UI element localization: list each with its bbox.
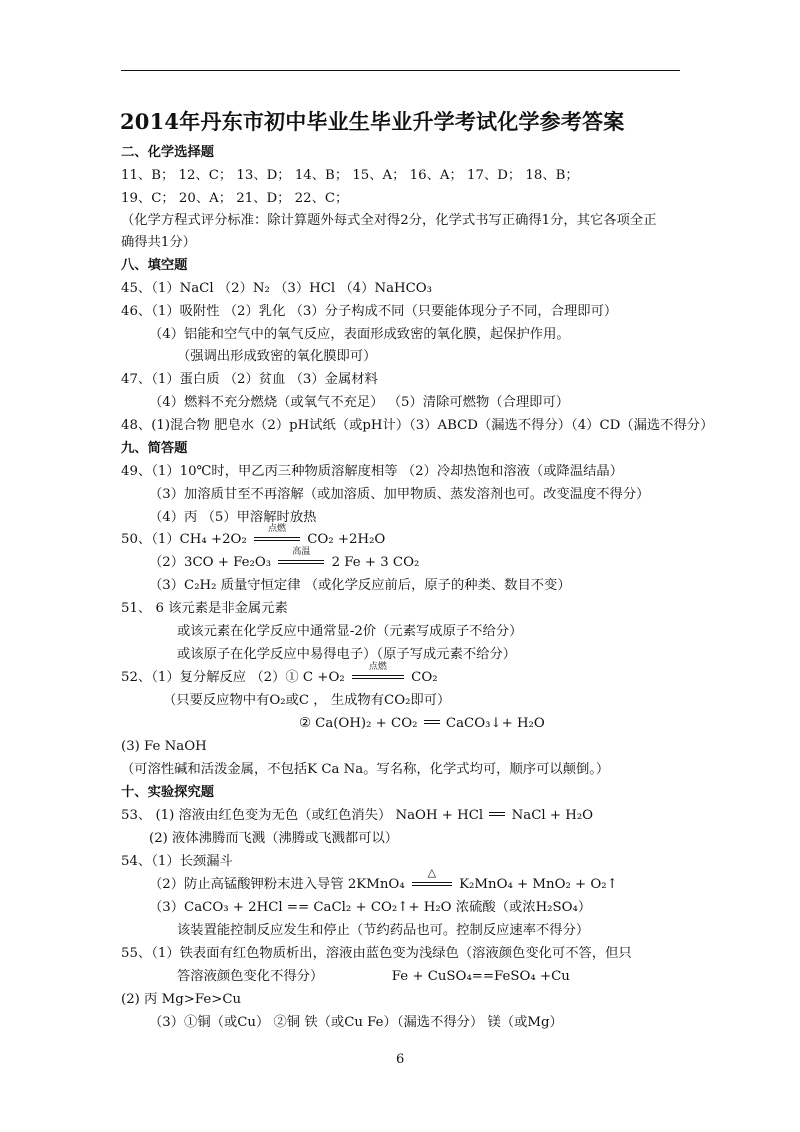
answer-line: 或该元素在化学反应中通常显-2价（元素写成原子不给分）	[177, 624, 523, 639]
equation-left: （2）3CO + Fe₂O₃	[149, 555, 272, 570]
equation-right: 2 Fe + 3 CO₂	[331, 555, 420, 570]
answer-line: 45、（1）NaCl （2）N₂ （3）HCl （4）NaHCO₃	[121, 281, 433, 296]
answer-line: 11、B； 12、C； 13、D； 14、B； 15、A； 16、A； 17、D； 18、B；	[121, 168, 579, 183]
scoring-note: 确得共1分）	[121, 235, 196, 250]
equation-line	[177, 969, 570, 985]
equation-line	[121, 524, 386, 548]
section-heading-choice: 二、化学选择题	[121, 145, 215, 160]
answer-line: （可溶性碱和活泼金属，不包括K Ca Na。写名称，化学式均可，顺序可以颠倒。）	[121, 762, 610, 777]
answer-line: （3）加溶质甘至不再溶解（或加溶质、加甲物质、蒸发溶剂也可。改变温度不得分）	[149, 487, 650, 502]
answer-line: （4）燃料不充分燃烧（或氧气不充足） （5）清除可燃物（合理即可）	[149, 395, 570, 410]
equals-sign	[487, 808, 507, 820]
equation-left: 53、 (1) 溶液由红色变为无色（或红色消失） NaOH + HCl	[121, 808, 484, 823]
answer-line: （只要反应物中有O₂或C ， 生成物有CO₂即可）	[163, 693, 451, 708]
section-heading-fill: 八、填空题	[121, 258, 188, 273]
condition-ignite: 点燃	[254, 532, 300, 546]
equation-right: K₂MnO₄ + MnO₂ + O₂↑	[459, 877, 618, 892]
equation-left: 50、（1）CH₄ +2O₂	[121, 532, 247, 547]
answer-line: （3）①铜（或Cu） ②铜 铁（或Cu Fe）（漏选不得分） 镁（或Mg）	[149, 1015, 563, 1030]
equation-left: 52、（1）复分解反应 （2）① C +O₂	[121, 670, 345, 685]
condition-ignite: 点燃	[352, 670, 404, 684]
equation-right: NaCl + H₂O	[511, 808, 594, 823]
equation-line	[149, 547, 420, 571]
answer-line: 46、（1）吸附性 （2）乳化 （3）分子构成不同（只要能体现分子不同，合理即可）	[121, 304, 618, 319]
answer-line: 54、（1）长颈漏斗	[121, 854, 233, 869]
equation-line	[121, 808, 593, 824]
scoring-note: （化学方程式评分标准：除计算题外每式全对得2分，化学式书写正确得1分，其它各项全正	[121, 213, 657, 228]
equation-line	[299, 716, 545, 732]
equation-right: CO₂ +2H₂O	[307, 532, 386, 547]
answer-line: (2) 液体沸腾而飞溅（沸腾或飞溅都可以）	[149, 831, 399, 846]
condition-high-temp: 高温	[278, 555, 324, 569]
answer-line: 47、（1）蛋白质 （2）贫血 （3）金属材料	[121, 372, 378, 387]
answer-line: （4）丙 （5）甲溶解时放热	[149, 510, 317, 525]
equation-right: Fe + CuSO₄==FeSO₄ +Cu	[391, 969, 570, 984]
top-rule	[121, 70, 680, 71]
equation-line	[121, 662, 438, 686]
answer-line: 55、（1）铁表面有红色物质析出，溶液由蓝色变为浅绿色（溶液颜色变化可不答，但只	[121, 946, 632, 961]
answer-line: (2) 丙 Mg>Fe>Cu	[121, 992, 242, 1007]
section-heading-experiment: 十、实验探究题	[121, 785, 215, 800]
answer-line: 51、 6 该元素是非金属元素	[121, 601, 288, 616]
answer-line: 该装置能控制反应发生和停止（节约药品也可。控制反应速率不得分）	[177, 923, 590, 938]
equation-right: CO₂	[411, 670, 438, 685]
answer-line: 或该原子在化学反应中易得电子）（原子写成元素不给分）	[177, 647, 517, 662]
equals-sign	[422, 716, 442, 728]
answer-line: 49、（1）10℃时，甲乙丙三种物质溶解度相等 （2）冷却热饱和溶液（或降温结晶）	[121, 464, 624, 479]
answer-line: 19、C； 20、A； 21、D； 22、C；	[121, 191, 349, 206]
answer-line: （4）铝能和空气中的氧气反应，表面形成致密的氧化膜，起保护作用。	[149, 327, 570, 342]
page-title: 2014年丹东市初中毕业生毕业升学考试化学参考答案	[120, 109, 625, 134]
section-heading-short-answer: 九、简答题	[121, 441, 188, 456]
equation-left: （2）防止高锰酸钾粉末进入导管 2KMnO₄	[149, 877, 405, 892]
answer-line: 48、(1)混合物 肥皂水（2）pH试纸（或pH计）（3）ABCD（漏选不得分）（4）CD（漏选不得分）	[121, 418, 714, 433]
equation-line	[149, 866, 618, 893]
equation-left: ② Ca(OH)₂ + CO₂	[299, 716, 418, 731]
equation-right: CaCO₃↓+ H₂O	[445, 716, 545, 731]
answer-line: (3) Fe NaOH	[121, 739, 207, 754]
equation-left: 答溶液颜色变化不得分）	[177, 969, 324, 984]
page-number: 6	[396, 1052, 405, 1067]
condition-heat: △	[412, 877, 452, 891]
answer-line: （强调出形成致密的氧化膜即可）	[177, 349, 377, 364]
answer-line: （3）CaCO₃ + 2HCl == CaCl₂ + CO₂↑+ H₂O 浓硫酸（或浓H₂SO₄）	[149, 900, 592, 915]
answer-line: （3）C₂H₂ 质量守恒定律 （或化学反应前后，原子的种类、数目不变）	[149, 578, 571, 593]
